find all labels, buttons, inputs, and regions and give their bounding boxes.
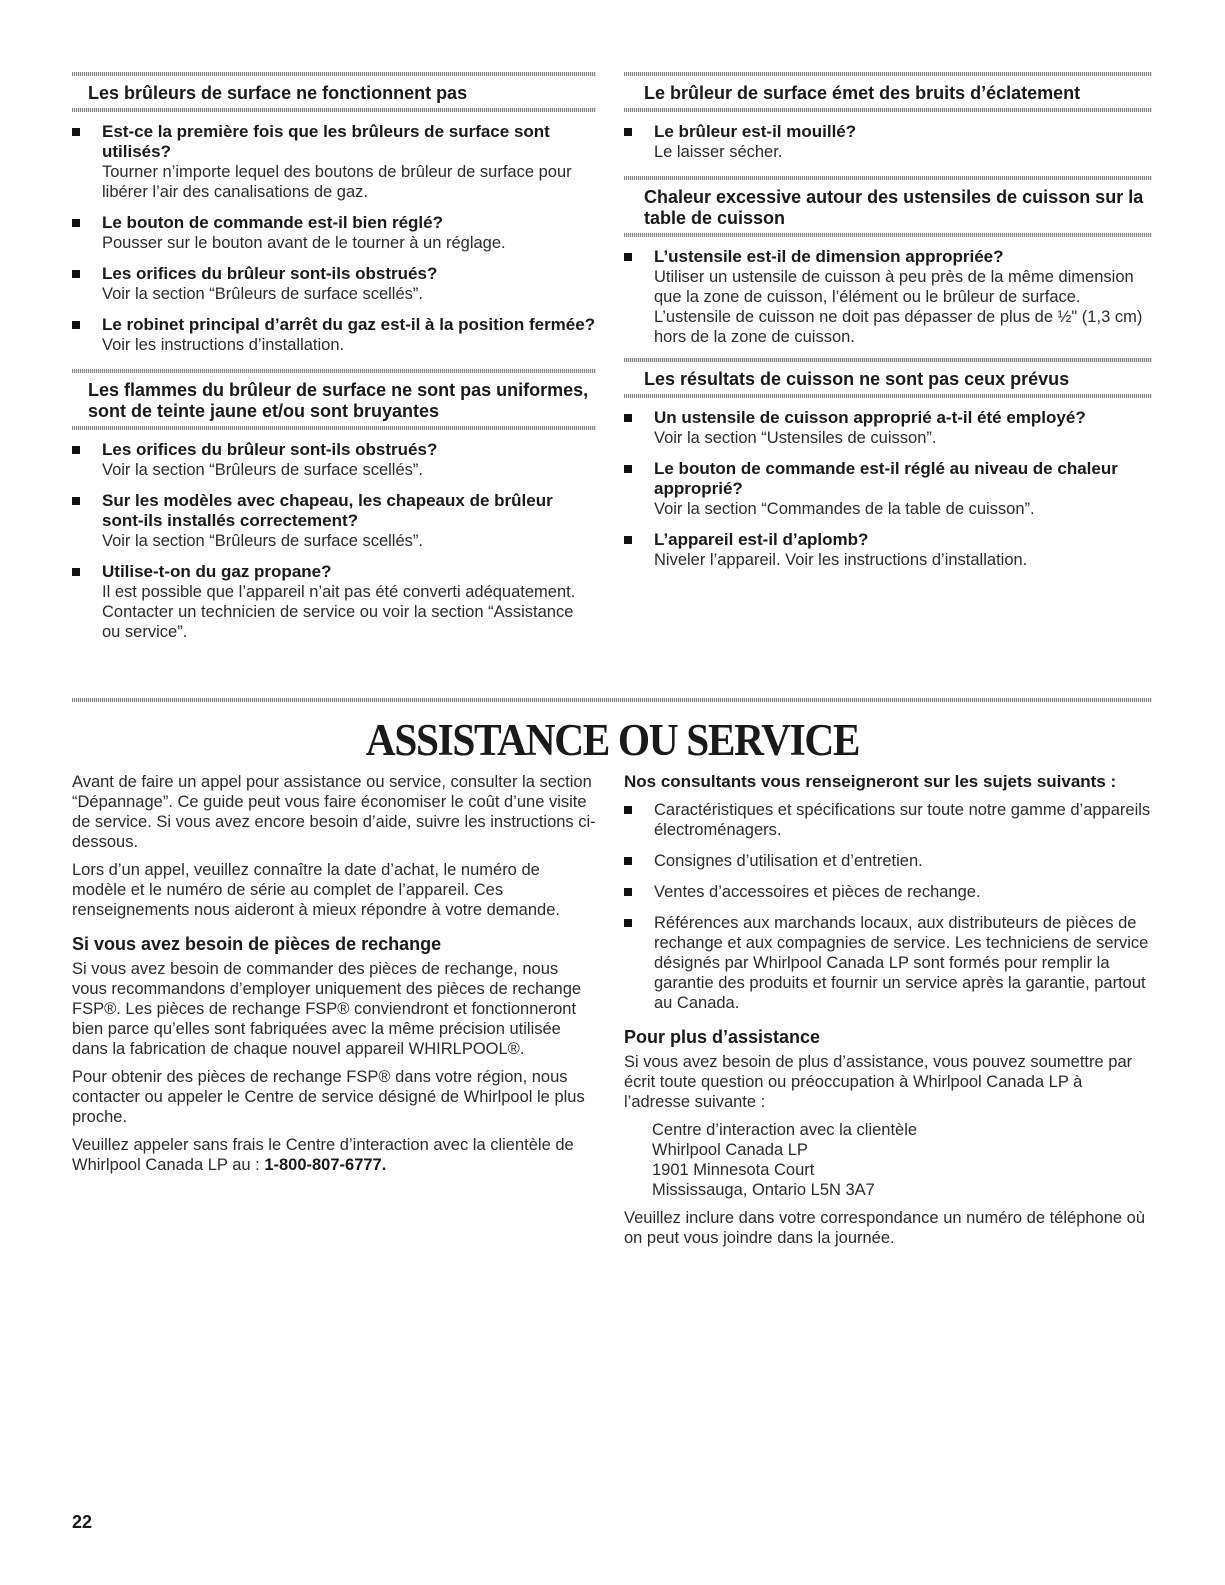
list-item — [72, 122, 596, 202]
question: Est-ce la première fois que les brûleurs de surface sont utilisés? — [102, 122, 550, 161]
section-title: Les résultats de cuisson ne sont pas ceux prévus — [644, 369, 1070, 389]
section-rule — [72, 108, 596, 112]
bullet-icon — [624, 536, 632, 544]
topic-text: Consignes d’utilisation et d’entretien. — [654, 852, 923, 870]
bullet-icon — [624, 128, 632, 136]
section-rule — [72, 426, 596, 430]
answer: Tourner n’importe lequel des boutons de brûleur de surface pour libérer l’air des canalisations de gaz. — [102, 163, 572, 201]
list-item — [624, 459, 1152, 519]
list-item — [72, 562, 596, 642]
answer: Il est possible que l’appareil n’ait pas été converti adéquatement. Contacter un technicien de service ou voir la section “Assistance ou service”. — [102, 583, 576, 641]
troubleshoot-right-column — [624, 72, 1152, 581]
answer: Voir la section “Ustensiles de cuisson”. — [654, 429, 937, 447]
page-number: 22 — [72, 1512, 93, 1532]
question: Le brûleur est-il mouillé? — [654, 122, 857, 141]
question: Utilise-t-on du gaz propane? — [102, 562, 332, 581]
answer: Voir les instructions d’installation. — [102, 336, 345, 354]
address-line: Mississauga, Ontario L5N 3A7 — [652, 1181, 875, 1199]
section-title: Chaleur excessive autour des ustensiles de cuisson sur la table de cuisson — [644, 187, 1144, 228]
answer: Voir la section “Brûleurs de surface scellés”. — [102, 285, 423, 303]
bullet-icon — [72, 446, 80, 454]
question: Sur les modèles avec chapeau, les chapeaux de brûleur sont-ils installés correctement? — [102, 491, 553, 530]
topic-text: Ventes d’accessoires et pièces de rechange. — [654, 883, 981, 901]
bullet-icon — [624, 857, 632, 865]
bullet-icon — [624, 414, 632, 422]
answer: Utiliser un ustensile de cuisson à peu près de la même dimension que la zone de cuisson, l’élément ou le brûleur de surface. L’ustensile de cuisson ne doit pas dépasser de plus de ½" (1,3 cm) hors de la zone de cuisson. — [654, 268, 1143, 346]
section-title: Les brûleurs de surface ne fonctionnent pas — [88, 83, 468, 103]
answer: Niveler l’appareil. Voir les instructions d’installation. — [654, 551, 1028, 569]
answer: Voir la section “Commandes de la table de cuisson”. — [654, 500, 1035, 518]
address-line: Whirlpool Canada LP — [652, 1141, 808, 1159]
list-item — [72, 315, 596, 355]
topic-text: Caractéristiques et spécifications sur toute notre gamme d’appareils électroménagers. — [654, 801, 1151, 839]
list-item — [624, 913, 1152, 1013]
list-item — [624, 247, 1152, 347]
answer: Voir la section “Brûleurs de surface scellés”. — [102, 532, 423, 550]
phone-request-paragraph: Veuillez inclure dans votre correspondance un numéro de téléphone où on peut vous joindre dans la journée. — [624, 1209, 1146, 1247]
mailing-address — [624, 1120, 1152, 1200]
list-item — [624, 408, 1152, 448]
intro-paragraph: Avant de faire un appel pour assistance ou service, consulter la section “Dépannage”. Ce guide peut vous faire économiser le coût d’une visite de service. Si vous avez encore besoin d’aide, suivre les instructions ci-dessous. — [72, 773, 596, 851]
troubleshoot-left-column — [72, 72, 596, 653]
answer: Le laisser sécher. — [654, 143, 783, 161]
list-item — [624, 851, 1152, 871]
section-rule — [624, 233, 1152, 237]
answer: Pousser sur le bouton avant de le tourner à un réglage. — [102, 234, 506, 252]
phone-text: Veuillez appeler sans frais le Centre d’interaction avec la clientèle de Whirlpool Canada LP au : — [72, 1136, 574, 1174]
more-help-paragraph: Si vous avez besoin de plus d’assistance, vous pouvez soumettre par écrit toute question ou préoccupation à Whirlpool Canada LP à l’adresse suivante : — [624, 1053, 1133, 1111]
question-list — [72, 440, 596, 642]
section-title: Le brûleur de surface émet des bruits d’éclatement — [644, 83, 1081, 103]
bullet-icon — [624, 806, 632, 814]
list-item — [624, 800, 1152, 840]
bullet-icon — [72, 321, 80, 329]
section-rule — [624, 108, 1152, 112]
bullet-icon — [624, 919, 632, 927]
bullet-icon — [624, 253, 632, 261]
section-divider — [72, 698, 1152, 702]
parts-region-paragraph: Pour obtenir des pièces de rechange FSP® dans votre région, nous contacter ou appeler le Centre de service désigné de Whirlpool le plus proche. — [72, 1068, 585, 1126]
list-item — [72, 213, 596, 253]
bullet-icon — [72, 128, 80, 136]
question: Les orifices du brûleur sont-ils obstrués? — [102, 440, 438, 459]
question: Un ustensile de cuisson approprié a-t-il été employé? — [654, 408, 1086, 427]
phone-paragraph — [72, 1135, 596, 1175]
bullet-icon — [72, 497, 80, 505]
list-item — [624, 530, 1152, 570]
bullet-icon — [72, 219, 80, 227]
question: L’ustensile est-il de dimension appropriée? — [654, 247, 1004, 266]
address-line: Centre d’interaction avec la clientèle — [652, 1121, 918, 1139]
answer: Voir la section “Brûleurs de surface scellés”. — [102, 461, 423, 479]
phone-number: 1-800-807-6777. — [264, 1156, 387, 1174]
topic-text: Références aux marchands locaux, aux distributeurs de pièces de rechange et aux compagnies de service. Les techniciens de service désignés par Whirlpool Canada LP sont formés pour remplir la garantie des produits et fournir un service après la garantie, partout au Canada. — [654, 914, 1149, 1012]
address-line: 1901 Minnesota Court — [652, 1161, 815, 1179]
question-list — [624, 247, 1152, 347]
question-list — [624, 408, 1152, 570]
question-list — [624, 122, 1152, 162]
section-title: Les flammes du brûleur de surface ne sont pas uniformes, sont de teinte jaune et/ou sont bruyantes — [88, 380, 589, 421]
list-item — [72, 440, 596, 480]
section-rule — [624, 394, 1152, 398]
list-item — [624, 882, 1152, 902]
question: Le bouton de commande est-il réglé au niveau de chaleur approprié? — [654, 459, 1118, 498]
bullet-icon — [624, 465, 632, 473]
page-title: ASSISTANCE OU SERVICE — [365, 715, 860, 765]
assistance-left-column — [72, 772, 596, 1183]
question-list — [72, 122, 596, 355]
call-info-paragraph: Lors d’un appel, veuillez connaître la date d’achat, le numéro de modèle et le numéro de série au complet de l’appareil. Ces renseignements nous aideront à mieux répondre à votre demande. — [72, 861, 560, 919]
question: Le robinet principal d’arrêt du gaz est-il à la position fermée? — [102, 315, 596, 334]
parts-heading: Si vous avez besoin de pièces de rechange — [72, 934, 442, 954]
list-item — [624, 122, 1152, 162]
list-item — [72, 491, 596, 551]
more-help-heading: Pour plus d’assistance — [624, 1027, 821, 1047]
bullet-icon — [624, 888, 632, 896]
assistance-right-column — [624, 772, 1152, 1256]
topics-list — [624, 800, 1152, 1013]
list-item — [72, 264, 596, 304]
question: Les orifices du brûleur sont-ils obstrués? — [102, 264, 438, 283]
bullet-icon — [72, 270, 80, 278]
question: Le bouton de commande est-il bien réglé? — [102, 213, 443, 232]
question: L’appareil est-il d’aplomb? — [654, 530, 869, 549]
parts-paragraph: Si vous avez besoin de commander des pièces de rechange, nous vous recommandons d’employer uniquement des pièces de rechange FSP®. Les pièces de rechange FSP® conviendront et fonctionneront bien parce qu’elles sont fabriquées avec la même précision utilisée dans la fabrication de chaque nouvel appareil WHIRLPOOL®. — [72, 960, 582, 1058]
consultants-heading: Nos consultants vous renseigneront sur les sujets suivants : — [624, 772, 1117, 791]
bullet-icon — [72, 568, 80, 576]
